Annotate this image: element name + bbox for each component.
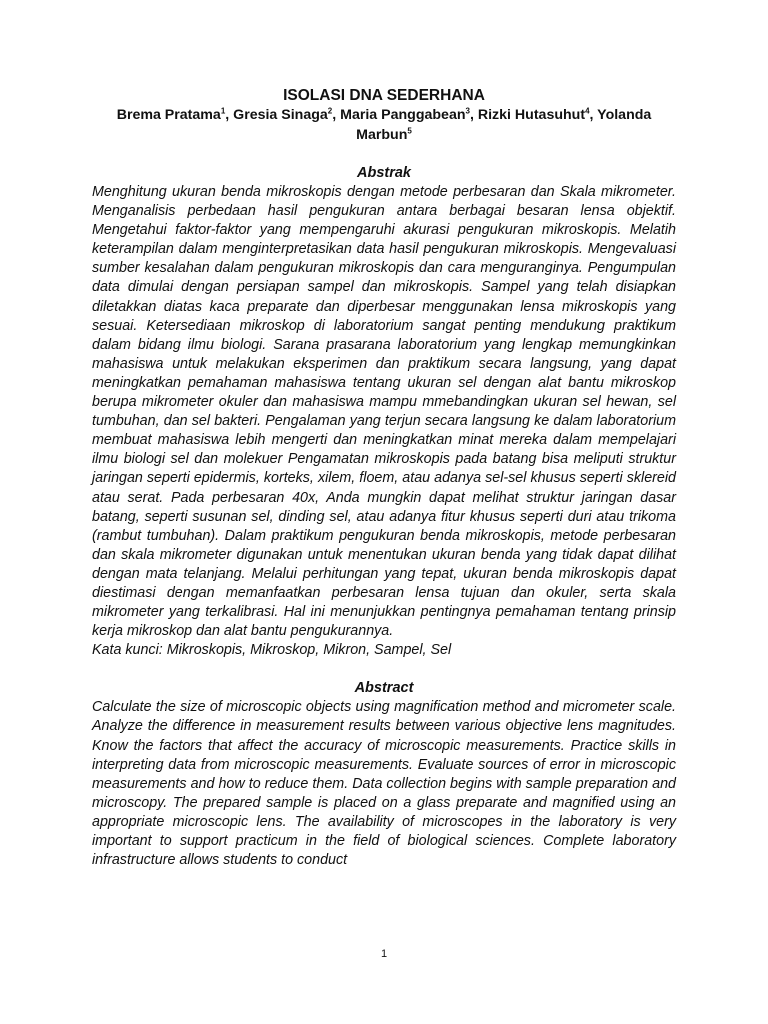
abstrak-body: Menghitung ukuran benda mikroskopis dengan metode perbesaran dan Skala mikrometer. Menganalisis perbedaan hasil pengukuran antara berbagai besaran lensa objektif. Mengetahui faktor-faktor yang mempengaruhi akurasi pengukuran mikroskopis. Melatih keterampilan dalam menginterpretasikan data hasil pengukuran mikroskopis. Mengevaluasi sumber kesalahan dalam pengukuran mikroskopis dan cara menguranginya. Pengumpulan data dimulai dengan persiapan sampel dan mikroskopis. Sampel yang telah disiapkan diletakkan diatas kaca preparate dan diperbesar menggunakan lensa mikroskopis yang sesuai. Ketersediaan mikroskop di laboratorium sangat penting mendukung praktikum dalam bidang ilmu biologi. Sarana prasarana laboratorium yang lengkap memungkinkan mahasiswa untuk melakukan eksperimen dan praktikum secara langsung, yang dapat meningkatkan pemahaman mahasiswa tentang ukuran sel dengan alat bantu mikroskop berupa mikrometer okuler dan mahasiswa mampu mmebandingkan ukuran sel hewan, sel tumbuhan, dan sel bakteri. Pengalaman yang terjun secara langsung ke dalam laboratorium membuat mahasiswa lebih mengerti dan meningkatkan minat mereka dalam mempelajari ilmu biologi sel dan molekuer Pengamatan mikroskopis pada batang bisa meliputi struktur jaringan seperti epidermis, korteks, xilem, floem, atau adanya sel-sel khusus seperti sklereid atau serat. Pada perbesaran 40x, Anda mungkin dapat melihat struktur jaringan dasar batang, seperti susunan sel, dinding sel, atau adanya fitur khusus seperti duri atau trikoma (rambut tumbuhan). Dalam praktikum pengukuran benda mikroskopis, metode perbesaran dan skala mikrometer digunakan untuk menentukan ukuran benda yang tidak dapat dilihat dengan mata telanjang. Melalui perhitungan yang tepat, ukuran benda mikroskopis dapat diestimasi dengan memanfaatkan perbesaran lensa tujuan dan okuler, serta skala mikrometer yang terkalibrasi. Hal ini menunjukkan pentingnya pemahaman tentang prinsip kerja mikroskop dan alat bantu pengukurannya. (92, 184, 676, 640)
author-affiliation: 3 (465, 106, 470, 116)
author-name: Rizki Hutasuhut (477, 107, 586, 123)
author-separator: , (589, 107, 598, 123)
author-affiliation: 1 (220, 106, 226, 116)
keywords-line: Kata kunci: Mikroskopis, Mikroskop, Mikron, Sampel, Sel (92, 642, 452, 659)
author-name: Yolanda Marbun (356, 107, 652, 143)
author-name: Gresia Sinaga (233, 107, 328, 123)
abstract-body: Calculate the size of microscopic objects using magnification method and micrometer scale. Analyze the difference in measurement results between various objective lens magnitudes. Know the factors that affect the accuracy of microscopic measurements. Practice skills in interpreting data from microscopic measurements. Evaluate sources of error in microscopic measurements and how to reduce them. Data collection begins with sample preparation and microscopy. The prepared sample is placed on a glass preparate and magnified using an appropriate microscopic lens. The availability of microscopes in the laboratory is very important to support practicum in the field of biological sciences. Complete laboratory infrastructure allows students to conduct (92, 699, 676, 869)
author-separator: , (469, 107, 478, 123)
author-affiliation: 5 (407, 125, 412, 135)
page-number: 1 (380, 948, 388, 960)
author-affiliation: 2 (327, 106, 333, 116)
author-separator: , (332, 107, 341, 123)
author-list (92, 106, 676, 145)
paper-page (92, 86, 676, 870)
abstrak-heading: Abstrak (357, 165, 411, 181)
author-name: Brema Pratama (116, 107, 221, 123)
author-affiliation: 4 (585, 106, 590, 116)
author-name: Maria Panggabean (340, 107, 466, 123)
author-separator: , (225, 107, 234, 123)
paper-title: ISOLASI DNA SEDERHANA (283, 87, 485, 104)
abstract-heading: Abstract (354, 680, 414, 697)
